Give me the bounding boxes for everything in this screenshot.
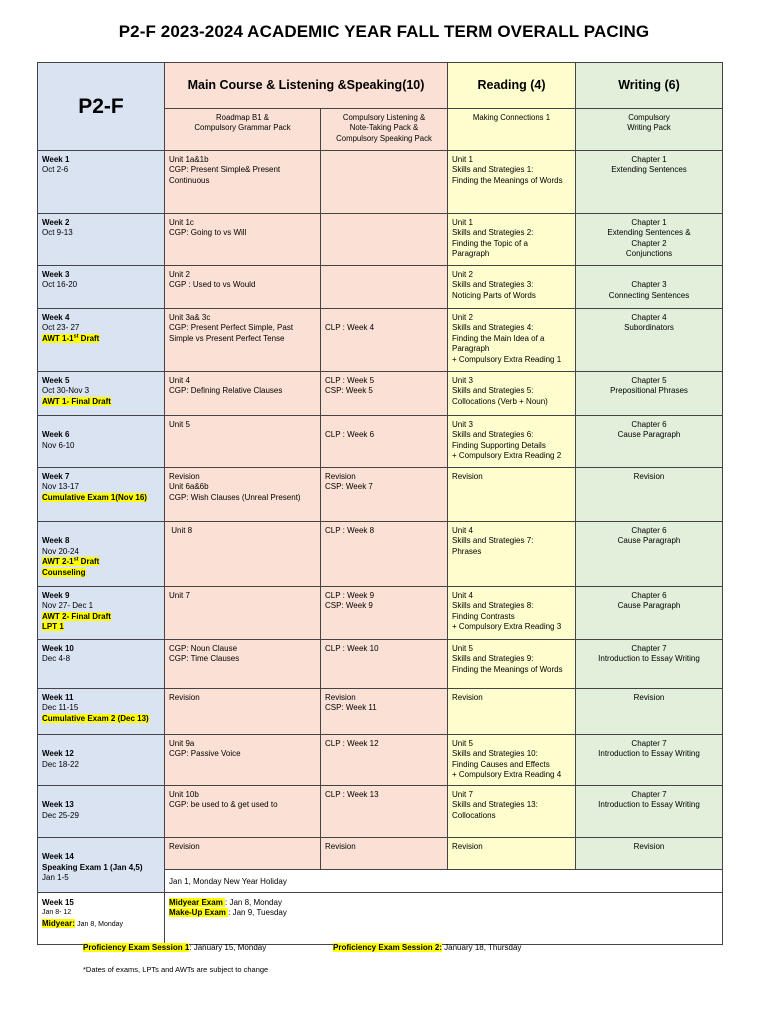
reading-header: Reading (4) [448, 63, 576, 109]
table-cell [576, 838, 723, 870]
cell-text: Unit 4 [452, 526, 473, 535]
cell-text: Revision [169, 472, 200, 481]
cell-text: Finding the Main Idea of a [452, 333, 545, 343]
table-cell [576, 640, 723, 689]
cell-text: Revision [452, 842, 483, 851]
cell-text: Counseling [42, 567, 86, 577]
table-row [38, 786, 723, 838]
table-cell [38, 786, 165, 838]
cell-text: Week 4 [42, 313, 70, 322]
table-cell [576, 735, 723, 786]
page-title: P2-F 2023-2024 ACADEMIC YEAR FALL TERM OVERALL PACING [118, 22, 650, 41]
cell-text: Draft [78, 333, 100, 343]
cell-text: Collocations (Verb + Noun) [452, 396, 548, 406]
table-cell [38, 266, 165, 309]
cell-text: Unit 3a& 3c [169, 313, 211, 322]
cell-text: Jan 8, Monday [77, 920, 124, 928]
cell-text: Unit 10b [169, 790, 199, 799]
table-row [38, 838, 723, 870]
cell-text: Week 5 [42, 376, 70, 385]
class-name-cell: P2-F [38, 63, 165, 151]
cell-text: AWT 2- Final Draft [42, 611, 111, 621]
cell-text: Chapter 5 [631, 376, 667, 385]
cell-text: Finding the Meanings of Words [452, 175, 563, 185]
table-cell [448, 587, 576, 640]
table-cell [448, 266, 576, 309]
cell-text: January 18, Thursday [441, 943, 522, 952]
cell-text: Revision [325, 842, 356, 851]
cell-text: AWT 2-1 [42, 557, 74, 567]
cell-text: CLP : Week 6 [325, 430, 375, 440]
cell-text: Unit 6a&6b [169, 482, 209, 492]
table-cell [576, 309, 723, 372]
table-row [38, 587, 723, 640]
table-cell [165, 735, 321, 786]
cell-text [42, 612, 160, 622]
table-cell [165, 893, 723, 945]
cell-text: Compulsory [628, 113, 670, 122]
cell-text: Compulsory Listening & [342, 113, 426, 122]
cell-text: Roadmap B1 & [216, 113, 269, 122]
cell-text: Finding Causes and Effects [452, 759, 550, 769]
table-cell [321, 786, 448, 838]
cell-text: Revision [633, 472, 665, 481]
cell-text: LPT 1 [42, 622, 64, 632]
cell-text: : Jan 8, Monday [225, 898, 282, 907]
table-cell [165, 468, 321, 522]
writing-subheader [576, 109, 723, 151]
table-cell [576, 151, 723, 214]
cell-text [42, 557, 160, 567]
cell-text: Revision [633, 693, 665, 702]
table-cell [321, 309, 448, 372]
table-cell [321, 522, 448, 587]
clp-subheader [321, 109, 448, 151]
cell-text: Chapter 7 [631, 644, 667, 653]
cell-text: CGP: Defining Relative Clauses [169, 386, 283, 396]
cell-text: Jan 1-5 [42, 873, 69, 883]
table-cell [38, 735, 165, 786]
cell-text: Cumulative Exam 2 (Dec 13) [42, 713, 149, 723]
cell-text [42, 334, 160, 344]
table-cell [448, 640, 576, 689]
makeup-exam-tag: Make-Up Exam [169, 908, 229, 918]
roadmap-subheader [165, 109, 321, 151]
cell-text [42, 557, 99, 566]
cell-text: Dec 25-29 [42, 810, 79, 820]
table-cell [38, 416, 165, 468]
cell-text: Collocations [452, 810, 496, 820]
cell-text: : Jan 9, Tuesday [228, 908, 287, 918]
table-row [38, 214, 723, 266]
table-row [38, 893, 723, 945]
table-cell [38, 372, 165, 416]
cell-text: Revision [325, 472, 356, 481]
cell-text: Skills and Strategies 6: [452, 430, 534, 440]
cell-text: Subordinators [624, 323, 674, 333]
cell-text: Chapter 2 [631, 238, 667, 248]
cell-text: Skills and Strategies 13: [452, 800, 538, 810]
table-cell [165, 587, 321, 640]
cell-text: Dec 4-8 [42, 654, 71, 664]
table-row [38, 151, 723, 214]
cell-text: Conjunctions [625, 249, 673, 259]
cell-text: Jan 8- 12 [42, 909, 72, 917]
cell-text: CGP: be used to & get used to [169, 800, 278, 810]
table-cell [321, 468, 448, 522]
cell-text: Skills and Strategies 9: [452, 654, 534, 664]
cell-text: Cause Paragraph [617, 430, 681, 440]
table-cell [165, 372, 321, 416]
footnote: *Dates of exams, LPTs and AWTs are subject to change [83, 965, 269, 974]
cell-text: Week 15 [42, 898, 74, 907]
table-cell [38, 587, 165, 640]
cell-text: Chapter 6 [631, 526, 667, 535]
midyear-exam-tag: Midyear Exam [169, 898, 226, 907]
cell-text: Paragraph [452, 344, 490, 354]
table-cell [165, 309, 321, 372]
table-cell [165, 786, 321, 838]
table-row [38, 416, 723, 468]
table-cell [321, 151, 448, 214]
cell-text: Unit 8 [171, 526, 193, 535]
cell-text [325, 420, 443, 430]
main-course-header: Main Course & Listening &Speaking(10) [165, 63, 448, 109]
table-cell [448, 786, 576, 838]
table-cell [38, 468, 165, 522]
table-cell [321, 735, 448, 786]
cell-text [42, 622, 160, 632]
table-cell [448, 372, 576, 416]
cell-text: Skills and Strategies 7: [452, 536, 534, 546]
cell-text: CSP: Week 7 [325, 482, 373, 492]
cell-text [42, 919, 160, 930]
table-row [38, 266, 723, 309]
cell-text: Chapter 3 [631, 280, 667, 290]
cell-text: Compulsory Grammar Pack [194, 123, 291, 133]
cell-text: Week 11 [42, 693, 74, 702]
cell-text: Skills and Strategies 5: [452, 386, 534, 396]
cell-text: Midyear: [42, 918, 75, 928]
table-cell [321, 689, 448, 735]
cell-text: AWT 1- Final Draft [42, 396, 111, 406]
table-cell [448, 309, 576, 372]
cell-text: Finding the Topic of a [452, 238, 528, 248]
cell-text [42, 420, 160, 430]
cell-text: CSP: Week 5 [325, 386, 373, 396]
cell-text: Introduction to Essay Writing [598, 749, 700, 759]
table-cell [576, 214, 723, 266]
cell-text [169, 526, 316, 536]
table-cell [38, 838, 165, 893]
cell-text: Dec 11-15 [42, 703, 79, 713]
cell-text [42, 842, 160, 852]
cell-text: Revision [452, 472, 483, 481]
table-cell [321, 587, 448, 640]
cell-text: Unit 2 [169, 270, 190, 279]
cell-text: CGP: Time Clauses [169, 654, 240, 664]
cell-text: Extending Sentences [611, 165, 687, 175]
table-cell [576, 786, 723, 838]
cell-text: Cause Paragraph [617, 536, 681, 546]
table-row [38, 372, 723, 416]
cell-text: Unit 4 [169, 376, 190, 385]
table-cell [448, 522, 576, 587]
pacing-table [37, 62, 723, 945]
cell-text: CGP : Used to vs Would [169, 280, 256, 290]
cell-text: Week 10 [42, 644, 74, 653]
cell-text: Noticing Parts of Words [452, 290, 536, 300]
cell-text: Nov 27- Dec 1 [42, 601, 94, 611]
cell-text: CLP : Week 12 [325, 739, 379, 748]
table-cell [165, 522, 321, 587]
cell-text: Oct 2-6 [42, 165, 69, 175]
cell-text: Writing Pack [627, 123, 671, 133]
header-row [38, 63, 723, 109]
cell-text: CLP : Week 4 [325, 323, 375, 333]
table-row [38, 468, 723, 522]
cell-text: Chapter 6 [631, 591, 667, 600]
table-cell [448, 838, 576, 870]
cell-text: Connecting Sentences [608, 290, 690, 300]
cell-text: Compulsory Speaking Pack [336, 133, 432, 143]
cell-text: Skills and Strategies 4: [452, 323, 534, 333]
cell-text: Revision [325, 693, 356, 702]
table-row [38, 735, 723, 786]
cell-text: Chapter 6 [631, 420, 667, 429]
cell-text: Prepositional Phrases [610, 386, 688, 396]
cell-text: Revision [633, 842, 665, 851]
table-row [38, 522, 723, 587]
table-cell [38, 689, 165, 735]
cell-text: Unit 5 [169, 420, 190, 429]
table-cell [165, 640, 321, 689]
proficiency-session-1 [83, 943, 266, 952]
cell-text: Nov 20-24 [42, 546, 79, 556]
table-cell [321, 266, 448, 309]
cell-text: Unit 2 [452, 313, 473, 322]
table-cell [38, 309, 165, 372]
table-cell [321, 838, 448, 870]
cell-text: CLP : Week 10 [325, 644, 379, 653]
cell-text: Unit 4 [452, 591, 473, 600]
cell-text: CGP: Wish Clauses (Unreal Present) [169, 492, 301, 502]
cell-text: Chapter 1 [631, 155, 667, 164]
cell-text: Skills and Strategies 2: [452, 228, 534, 238]
cell-text [325, 313, 443, 323]
cell-text: Skills and Strategies 3: [452, 280, 534, 290]
cell-text: CLP : Week 13 [325, 790, 379, 799]
cell-text: CGP: Noun Clause [169, 644, 238, 653]
cell-text: Cause Paragraph [617, 601, 681, 611]
cell-text: Unit 5 [452, 644, 473, 653]
table-cell [165, 214, 321, 266]
cell-text: Continuous [169, 175, 210, 185]
cell-text: CSP: Week 11 [325, 703, 377, 713]
cell-text: Revision [169, 842, 200, 851]
table-cell [165, 151, 321, 214]
table-cell [321, 372, 448, 416]
table-cell [448, 214, 576, 266]
cell-text: Phrases [452, 546, 482, 556]
table-cell [321, 416, 448, 468]
cell-text: CLP : Week 9 [325, 591, 375, 600]
cell-text: Draft [78, 557, 100, 567]
cell-text: Week 14 [42, 852, 74, 862]
cell-text: Cumulative Exam 1(Nov 16) [42, 492, 147, 502]
cell-text: Unit 3 [452, 420, 473, 429]
table-cell [38, 640, 165, 689]
cell-text: Nov 13-17 [42, 482, 79, 492]
cell-text: st [73, 556, 79, 563]
table-row [38, 640, 723, 689]
cell-text: + Compulsory Extra Reading 2 [452, 451, 562, 461]
cell-text: : January 15, Monday [189, 943, 267, 952]
table-cell [38, 522, 165, 587]
cell-text: Introduction to Essay Writing [598, 654, 700, 664]
cell-text: Unit 3 [452, 376, 473, 385]
cell-text: + Compulsory Extra Reading 4 [452, 770, 562, 780]
cell-text: Oct 16-20 [42, 280, 78, 290]
cell-text: Speaking Exam 1 (Jan 4,5) [42, 862, 143, 872]
cell-text: CLP : Week 5 [325, 376, 375, 385]
cell-text: Introduction to Essay Writing [598, 800, 700, 810]
cell-text [169, 898, 718, 908]
cell-text: Unit 7 [169, 591, 190, 600]
table-cell [576, 587, 723, 640]
cell-text: Oct 9-13 [42, 228, 73, 238]
cell-text: Proficiency Exam Session 1 [83, 943, 190, 952]
cell-text [169, 908, 718, 918]
cell-text [42, 568, 160, 578]
table-cell [448, 151, 576, 214]
cell-text: Week 1 [42, 155, 70, 164]
cell-text: Finding Contrasts [452, 611, 515, 621]
cell-text: Skills and Strategies 10: [452, 749, 538, 759]
cell-text: Chapter 1 [631, 218, 667, 227]
table-cell [448, 735, 576, 786]
table-cell [576, 689, 723, 735]
cell-text: CGP: Passive Voice [169, 749, 241, 759]
table-cell [576, 266, 723, 309]
cell-text: Proficiency Exam Session 2: [333, 943, 442, 952]
cell-text: Unit 1 [452, 218, 473, 227]
table-cell [448, 468, 576, 522]
table-cell [165, 870, 723, 893]
cell-text: Finding Supporting Details [452, 440, 546, 450]
cell-text: Revision [169, 693, 200, 702]
writing-header: Writing (6) [576, 63, 723, 109]
cell-text [42, 714, 160, 724]
table-cell [38, 214, 165, 266]
table-cell [576, 522, 723, 587]
cell-text: Week 2 [42, 218, 70, 227]
cell-text: st [73, 333, 79, 340]
table-row [38, 309, 723, 372]
cell-text: Paragraph [452, 249, 490, 259]
cell-text: Oct 30-Nov 3 [42, 386, 90, 396]
table-cell [38, 151, 165, 214]
table-cell [576, 372, 723, 416]
cell-text: Week 12 [42, 749, 74, 759]
table-cell [321, 640, 448, 689]
cell-text: Week 3 [42, 270, 70, 279]
cell-text [42, 790, 160, 800]
cell-text: CSP: Week 9 [325, 601, 373, 611]
cell-text: Skills and Strategies 8: [452, 601, 534, 611]
cell-text: Unit 2 [452, 270, 473, 279]
cell-text [42, 397, 160, 407]
cell-text: Chapter 7 [631, 739, 667, 748]
cell-text: Nov 6-10 [42, 440, 75, 450]
cell-text: AWT 1-1 [42, 333, 74, 343]
table-cell [165, 266, 321, 309]
cell-text: Unit 7 [452, 790, 473, 799]
table-cell [165, 689, 321, 735]
cell-text: + Compulsory Extra Reading 1 [452, 354, 562, 364]
cell-text [580, 270, 718, 280]
cell-text: Unit 1a&1b [169, 155, 209, 164]
cell-text: Revision [452, 693, 483, 702]
cell-text: Oct 23- 27 [42, 323, 80, 333]
table-row [38, 689, 723, 735]
cell-text [42, 739, 160, 749]
cell-text: Unit 9a [169, 739, 195, 748]
cell-text: Unit 1 [452, 155, 473, 164]
cell-text [42, 493, 160, 503]
table-cell [576, 468, 723, 522]
table-cell [38, 893, 165, 945]
cell-text: Note-Taking Pack & [349, 123, 419, 133]
cell-text: Week 13 [42, 800, 74, 810]
table-cell [165, 838, 321, 870]
cell-text: + Compulsory Extra Reading 3 [452, 622, 562, 632]
reading-subheader [448, 109, 576, 151]
cell-text: CGP: Going to vs Will [169, 228, 247, 238]
table-cell [321, 214, 448, 266]
cell-text: Unit 1c [169, 218, 194, 227]
table-cell [448, 416, 576, 468]
cell-text: Finding the Meanings of Words [452, 664, 563, 674]
cell-text: Week 9 [42, 591, 70, 600]
awt-note [42, 334, 99, 343]
cell-text: CGP: Present Simple& Present [169, 165, 281, 175]
cell-text: Week 6 [42, 430, 70, 440]
proficiency-session-2 [333, 943, 521, 952]
cell-text: Week 7 [42, 472, 70, 481]
cell-text: CLP : Week 8 [325, 526, 375, 535]
table-cell [165, 416, 321, 468]
cell-text: Making Connections 1 [472, 113, 551, 122]
cell-text: CGP: Present Perfect Simple, Past [169, 323, 294, 333]
cell-text: Week 8 [42, 536, 70, 546]
cell-text: Dec 18-22 [42, 759, 79, 769]
table-cell [576, 416, 723, 468]
cell-text [42, 526, 160, 536]
cell-text: Simple vs Present Perfect Tense [169, 333, 285, 343]
cell-text: Chapter 4 [631, 313, 667, 322]
cell-text: Unit 5 [452, 739, 473, 748]
table-cell [448, 689, 576, 735]
cell-text: Skills and Strategies 1: [452, 165, 534, 175]
cell-text: Extending Sentences & [607, 228, 691, 238]
holiday-note: Jan 1, Monday New Year Holiday [169, 876, 287, 886]
cell-text: Chapter 7 [631, 790, 667, 799]
